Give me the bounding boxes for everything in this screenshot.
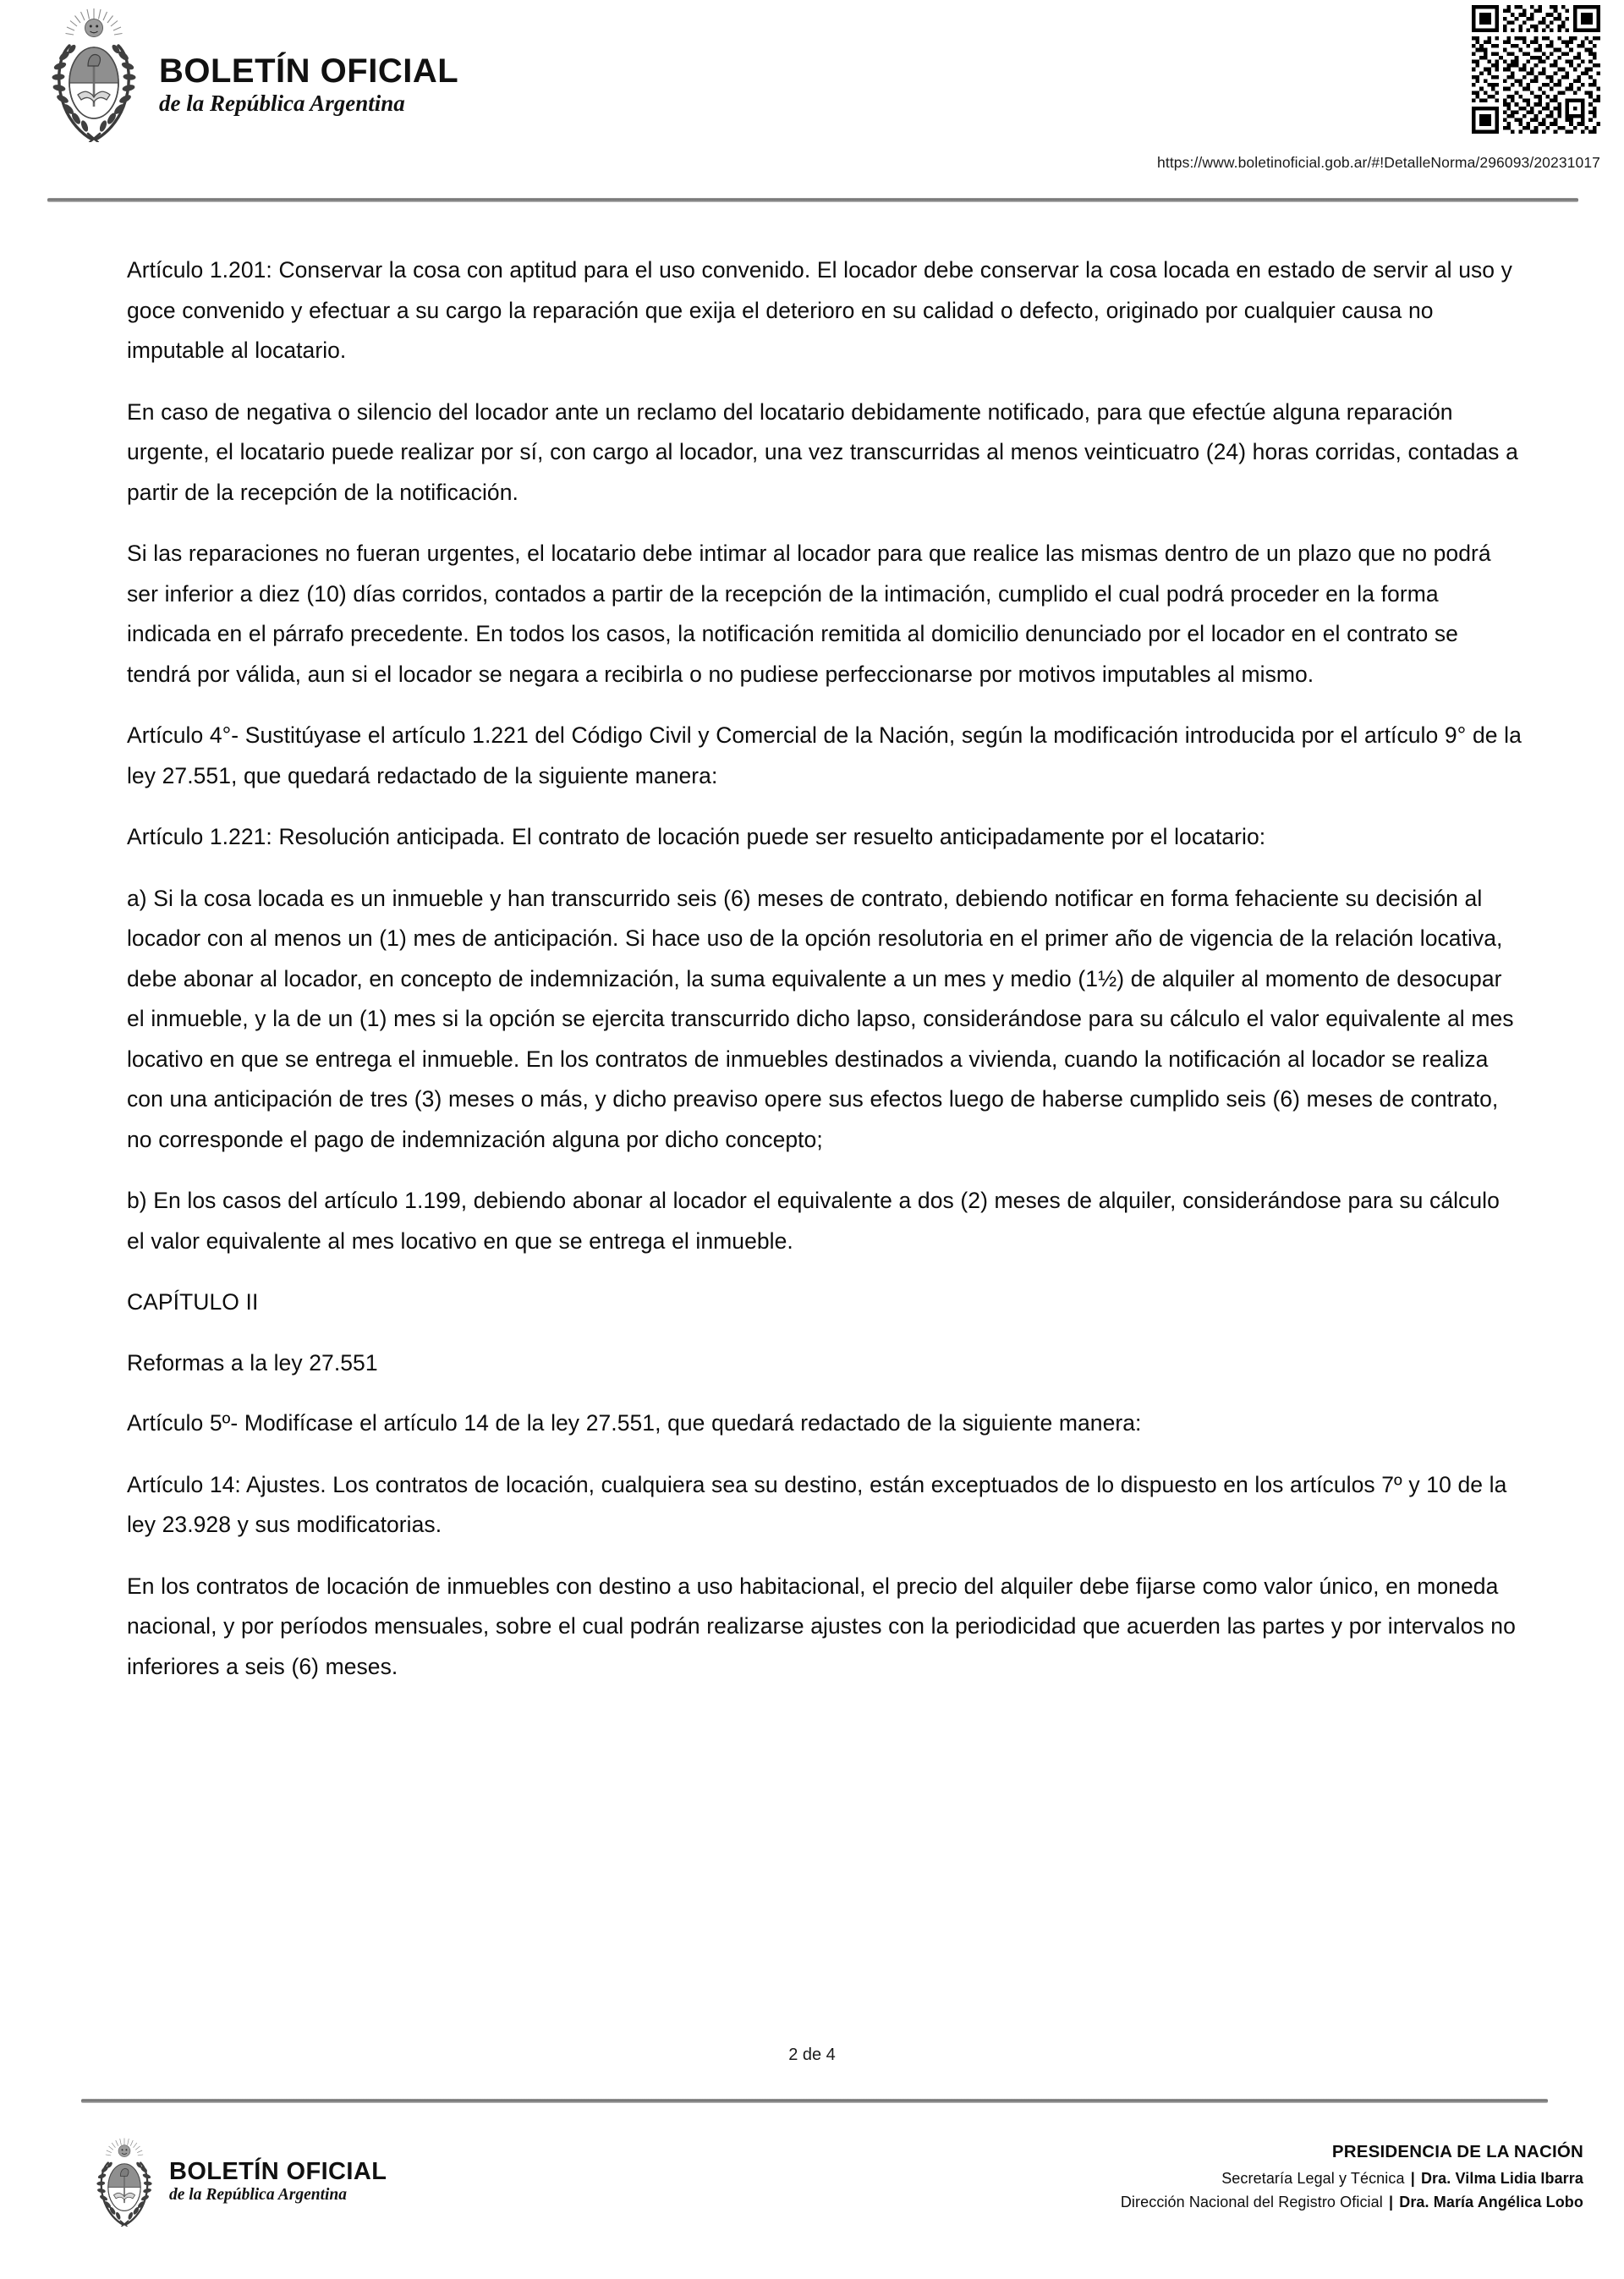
document-url[interactable]: https://www.boletinoficial.gob.ar/#!DetalleNorma/296093/20231017 — [1157, 154, 1600, 171]
direccion-name: Dra. María Angélica Lobo — [1399, 2194, 1583, 2210]
page-footer — [0, 2115, 1624, 2279]
argentina-coat-of-arms-icon — [44, 7, 144, 142]
section-heading: Reformas a la ley 27.551 — [127, 1349, 378, 1376]
paragraph: En los contratos de locación de inmuebles con destino a uso habitacional, el precio del alquiler debe fijarse como valor único, en moneda nacional, y por períodos mensuales, sobre el cual podrán realizarse ajustes con la periodicidad que acuerden las partes y por intervalos no inferiores a seis (6) meses. — [127, 1573, 1516, 1679]
presidency-label: PRESIDENCIA DE LA NACIÓN — [1331, 2142, 1583, 2161]
footer-divider — [81, 2099, 1548, 2103]
header-brand-text — [159, 31, 458, 117]
footer-brand-subtitle: de la República Argentina — [169, 2185, 347, 2204]
chapter-heading: CAPÍTULO II — [127, 1289, 259, 1315]
direccion-line — [1121, 2194, 1583, 2211]
document-body — [127, 250, 1522, 1708]
paragraph: Artículo 4°- Sustitúyase el artículo 1.221 del Código Civil y Comercial de la Nación, según la modificación introducida por el artículo 9° de la ley 27.551, que quedará redactado de la siguiente manera: — [127, 722, 1522, 788]
header-brand — [44, 7, 458, 142]
page-number: 2 de 4 — [788, 2046, 836, 2064]
secretaria-label: Secretaría Legal y Técnica — [1221, 2170, 1405, 2187]
footer-brand-text — [169, 2159, 387, 2205]
paragraph: Artículo 5º- Modifícase el artículo 14 de la ley 27.551, que quedará redactado de la siguiente manera: — [127, 1410, 1142, 1436]
separator-pipe: | — [1410, 2170, 1415, 2187]
secretaria-name: Dra. Vilma Lidia Ibarra — [1420, 2170, 1583, 2187]
paragraph: a) Si la cosa locada es un inmueble y han transcurrido seis (6) meses de contrato, debiendo notificar en forma fehaciente su decisión al locador con al menos un (1) mes de anticipación. Si hace uso de la opción resolutoria en el primer año de vigencia de la relación locativa, debe abonar al locador, en concepto de indemnización, la suma equivalente a un mes y medio (1½) de alquiler al momento de desocupar el inmueble, y la de un (1) mes si la opción se ejercita transcurrido dicho lapso, considerándose para su cálculo el valor equivalente al mes locativo en que se entrega el inmueble. En los contratos de inmuebles destinados a vivienda, cuando la notificación al locador se realiza con una anticipación de tres (3) meses o más, y dicho preaviso opere sus efectos luego de haberse cumplido seis (6) meses de contrato, no corresponde el pago de indemnización alguna por dicho concepto; — [127, 885, 1514, 1152]
footer-brand — [91, 2137, 387, 2227]
paragraph: b) En los casos del artículo 1.199, debiendo abonar al locador el equivalente a dos (2) meses de alquiler, considerándose para su cálculo el valor equivalente al mes locativo en que se entrega el inmueble. — [127, 1188, 1500, 1254]
paragraph: Si las reparaciones no fueran urgentes, el locatario debe intimar al locador para que realice las mismas dentro de un plazo que no podrá ser inferior a diez (10) días corridos, contados a partir de la recepción de la intimación, cumplido el cual podrá proceder en la forma indicada en el párrafo precedente. En todos los casos, la notificación remitida al domicilio denunciado por el locador en el contrato se tendrá por válida, aun si el locador se negara a recibirla o no pudiese perfeccionarse por motivos imputables al mismo. — [127, 541, 1491, 687]
qr-code-icon — [1472, 5, 1600, 134]
footer-authority-block — [1121, 2142, 1583, 2217]
secretaria-line — [1121, 2170, 1583, 2188]
header-divider — [47, 198, 1578, 202]
paragraph: Artículo 14: Ajustes. Los contratos de locación, cualquiera sea su destino, están exceptuados de lo dispuesto en los artículos 7º y 10 de la ley 23.928 y sus modificatorias. — [127, 1471, 1507, 1537]
direccion-label: Dirección Nacional del Registro Oficial — [1120, 2194, 1383, 2210]
page-header — [0, 0, 1624, 200]
brand-title: BOLETÍN OFICIAL — [159, 52, 459, 91]
separator-pipe: | — [1388, 2194, 1394, 2210]
paragraph: Artículo 1.221: Resolución anticipada. El contrato de locación puede ser resuelto anticipadamente por el locatario: — [127, 824, 1266, 849]
footer-brand-title: BOLETÍN OFICIAL — [169, 2158, 387, 2186]
brand-subtitle: de la República Argentina — [159, 91, 405, 117]
paragraph: Artículo 1.201: Conservar la cosa con aptitud para el uso convenido. El locador debe conservar la cosa locada en estado de servir al uso y goce convenido y efectuar a su cargo la reparación que exija el deterioro en su calidad o defecto, originado por cualquier causa no imputable al locatario. — [127, 257, 1512, 363]
paragraph: En caso de negativa o silencio del locador ante un reclamo del locatario debidamente notificado, para que efectúe alguna reparación urgente, el locatario puede realizar por sí, con cargo al locador, una vez transcurridas al menos veinticuatro (24) horas corridas, contadas a partir de la recepción de la notificación. — [127, 398, 1518, 505]
argentina-coat-of-arms-icon — [91, 2137, 157, 2227]
